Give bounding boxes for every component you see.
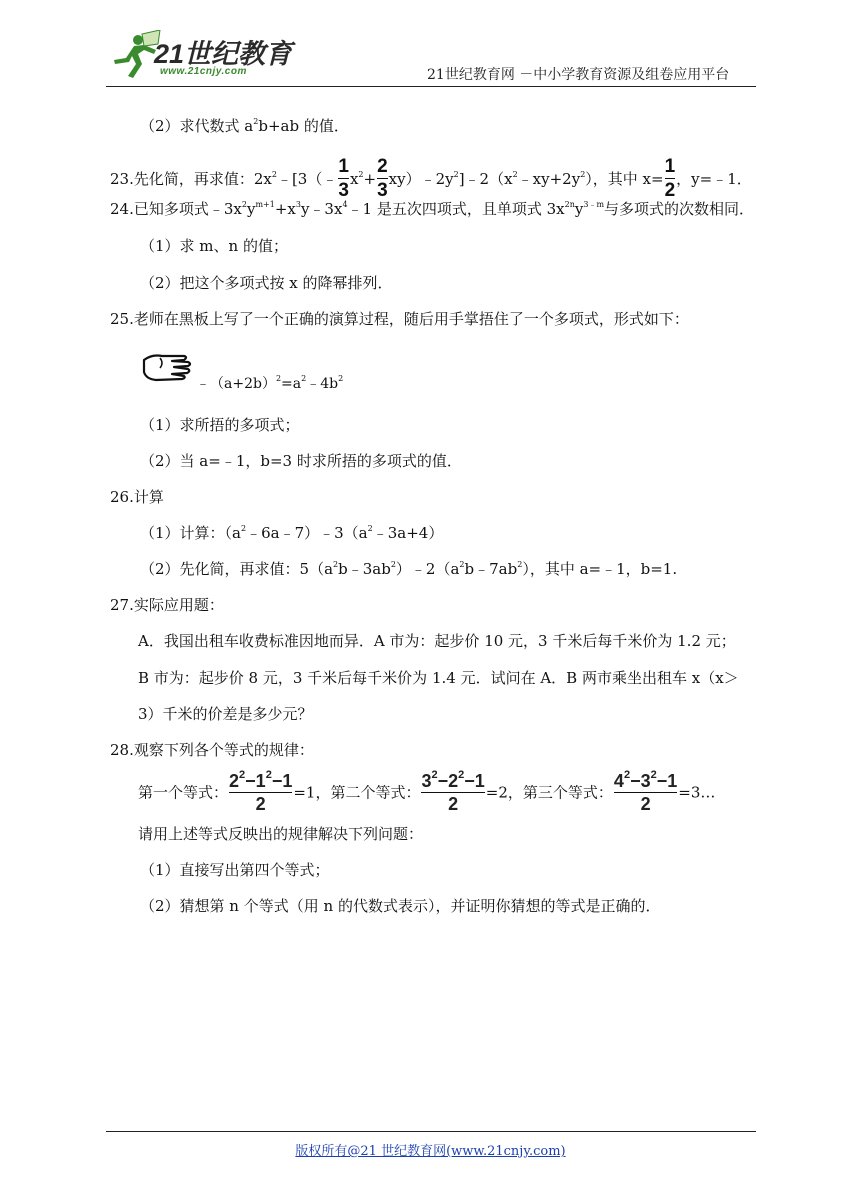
eq1-result: =1，第二个等式： [293, 783, 421, 802]
q28: 28.观察下列各个等式的规律： [110, 741, 314, 759]
eq1-fraction: $\frac{2^2-1^2-1}{2}$ [229, 769, 293, 814]
q27-line2: B 市为：起步价 8 元，3 千米后每千米价为 1.4 元．试问在 A．B 两市乘坐出租车 x（x＞ [138, 669, 739, 687]
q25-expression: $﹣(a+2b)^2=a^2﹣4b^2$ [196, 374, 344, 392]
fraction-one-third: $\frac{1}{3}$ [338, 156, 349, 201]
q27: 27.实际应用题： [110, 596, 224, 614]
q28-equations [138, 769, 716, 814]
q28-instruction: 请用上述等式反映出的规律解决下列问题： [138, 825, 424, 843]
q24-part1: （1）求 m、n 的值； [140, 237, 288, 255]
eq2-fraction: $\frac{3^2-2^2-1}{2}$ [421, 769, 485, 814]
logo-text: 21世纪教育 [154, 39, 293, 69]
q26: 26.计算 [110, 488, 164, 506]
footer-divider [106, 1131, 756, 1132]
q24: 24.已知多项式$﹣3x^2y^{m+1}+x^3y﹣3x^4﹣1$ 是五次四项式，且单项式 $3x^{2n}y^{3﹣m}$与多项式的次数相同． [110, 200, 755, 218]
site-title: 21世纪教育网 －中小学教育资源及组卷应用平台 [427, 67, 730, 83]
eq2-result: =2，第三个等式： [485, 783, 613, 802]
eq1-label: 第一个等式： [138, 783, 229, 802]
q25-part1: （1）求所捂的多项式； [140, 416, 300, 434]
q28-part2: （2）猜想第 n 个等式（用 n 的代数式表示），并证明你猜想的等式是正确的． [140, 897, 661, 915]
q25: 25.老师在黑板上写了一个正确的演算过程，随后用手掌捂住了一个多项式，形式如下： [110, 310, 689, 328]
q23: 23.先化简，再求值：$2x^2﹣[3(﹣$ $\frac{1}{3}$ $x^2+$ $\frac{2}{3}$ $xy)﹣2y^2]﹣2(x^2﹣xy+2y^2)$，其中 x= $\frac{1}{2}$ ，y=﹣1． [110, 156, 752, 201]
eq3-fraction: $\frac{4^2-3^2-1}{2}$ [613, 769, 678, 814]
fraction-two-thirds: $\frac{2}{3}$ [377, 156, 388, 201]
hand-icon [142, 346, 194, 386]
q25-part2: （2）当 a=﹣1，b=3 时求所捂的多项式的值． [140, 452, 462, 470]
q26-part2: （2）先化简，再求值：$5(a^2b﹣3ab^2)﹣2(a^2b﹣7ab^2)$，其中 a=﹣1，b=1. [140, 560, 678, 578]
fraction-one-half: $\frac{1}{2}$ [664, 156, 676, 201]
q27-line1: A．我国出租车收费标准因地而异．A 市为：起步价 10 元，3 千米后每千米价为 1.2 元； [138, 632, 736, 650]
logo-url: www.21cnjy.com [160, 66, 247, 77]
copyright-link[interactable]: 版权所有@21 世纪教育网(www.21cnjy.com) [295, 1144, 566, 1159]
q27-line3: 3）千米的价差是多少元？ [138, 705, 313, 723]
q28-part1: （1）直接写出第四个等式； [140, 861, 330, 879]
header-divider [106, 86, 756, 87]
eq3-result: =3… [678, 783, 716, 802]
q22-part2: （2）求代数式 $a^2b+ab$ 的值． [140, 117, 349, 135]
site-logo [104, 28, 294, 82]
q24-part2: （2）把这个多项式按 x 的降幂排列． [140, 274, 393, 292]
q26-part1: （1）计算：$(a^2﹣6a﹣7)﹣3(a^2﹣3a+4)$ [140, 524, 444, 542]
